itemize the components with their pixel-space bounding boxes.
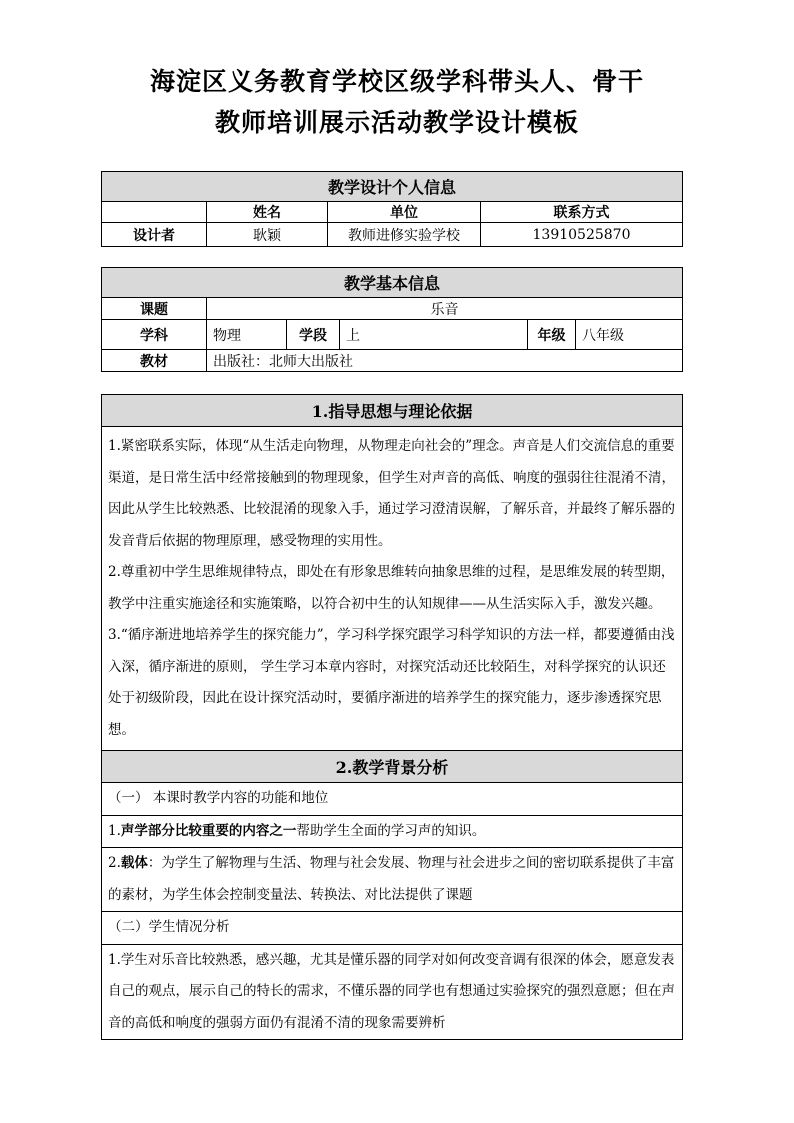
subject-label: 学科 <box>102 320 207 350</box>
stage-label: 学段 <box>287 320 340 350</box>
designer-label: 设计者 <box>102 223 207 247</box>
topic-label: 课题 <box>102 298 207 320</box>
item1-text: 帮助学生全面的学习声的知识。 <box>296 822 486 839</box>
section2-item-3 <box>102 944 683 1040</box>
grade-label: 年级 <box>528 320 576 350</box>
contact-column-header: 联系方式 <box>481 202 683 223</box>
section1-header: 1.指导思想与理论依据 <box>102 395 683 427</box>
page-title-line-2: 教师培训展示活动教学设计模板 <box>214 108 579 137</box>
stage-value: 上 <box>340 320 528 350</box>
section2-header: 2.教学背景分析 <box>102 751 683 783</box>
basic-info-header: 教学基本信息 <box>102 268 683 298</box>
designer-contact: 13910525870 <box>481 223 683 247</box>
item2-emphasis: 载体 <box>120 855 148 871</box>
designer-unit: 教师进修实验学校 <box>328 223 481 247</box>
design-sections-table <box>101 394 683 1040</box>
designer-name: 耿颖 <box>207 223 328 247</box>
section2-subheading-2: （二）学生情况分析 <box>102 912 683 945</box>
section1-body <box>102 427 683 751</box>
personal-info-table <box>101 171 683 247</box>
name-column-header: 姓名 <box>207 202 328 223</box>
personal-info-header: 教学设计个人信息 <box>102 172 683 202</box>
grade-value: 八年级 <box>576 320 683 350</box>
item-number: 1. <box>108 822 121 839</box>
textbook-value: 出版社：北师大出版社 <box>207 350 683 372</box>
item1-emphasis: 声学部分比较重要的内容之一 <box>120 822 297 839</box>
item2-text: ：为学生了解物理与生活、物理与社会发展、物理与社会进步之间的密切联系提供了丰富的素材，为学生体会控制变量法、转换法、对比法提供了课题 <box>108 855 675 903</box>
section2-item-2 <box>102 848 683 912</box>
section2-subheading-1: （一） 本课时教学内容的功能和地位 <box>102 783 683 816</box>
empty-cell <box>102 202 207 223</box>
item-number: 2. <box>108 855 121 871</box>
subject-value: 物理 <box>207 320 287 350</box>
basic-info-table <box>101 267 683 372</box>
topic-value: 乐音 <box>207 298 683 320</box>
item3-text: 1.学生对乐音比较熟悉，感兴趣，尤其是懂乐器的同学对如何改变音调有很深的体会，愿意发表自己的观点，展示自己的特长的需求，不懂乐器的同学也有想通过实验探究的强烈意愿；但在声音的高低和响度的强弱方面仍有混淆不清的现象需要辨析 <box>108 951 675 1031</box>
textbook-label: 教材 <box>102 350 207 372</box>
unit-column-header: 单位 <box>328 202 481 223</box>
section1-paragraph-3: 3.“循序渐进地培养学生的探究能力”，学习科学探究跟学习科学知识的方法一样，都要遵循由浅入深，循序渐进的原则， 学生学习本章内容时，对探究活动还比较陌生，对科学探究的认识还处于初级阶段，因此在设计探究活动时，要循序渐进的培养学生的探究能力，逐步渗透探究思想。 <box>108 627 675 738</box>
section1-paragraph-2: 2.尊重初中学生思维规律特点，即处在有形象思维转向抽象思维的过程，是思维发展的转型期，教学中注重实施途径和实施策略，以符合初中生的认知规律——从生活实际入手，激发兴趣。 <box>108 564 675 612</box>
section1-paragraph-1: 1.紧密联系实际，体现“从生活走向物理，从物理走向社会的”理念。声音是人们交流信息的重要渠道，是日常生活中经常接触到的物理现象，但学生对声音的高低、响度的强弱往往混淆不清，因此从学生比较熟悉、比较混淆的现象入手，通过学习澄清误解，了解乐音，并最终了解乐器的发音背后依据的物理原理，感受物理的实用性。 <box>108 438 675 549</box>
section2-item-1 <box>102 815 683 848</box>
page-title-line-1: 海淀区义务教育学校区级学科带头人、骨干 <box>149 67 644 96</box>
